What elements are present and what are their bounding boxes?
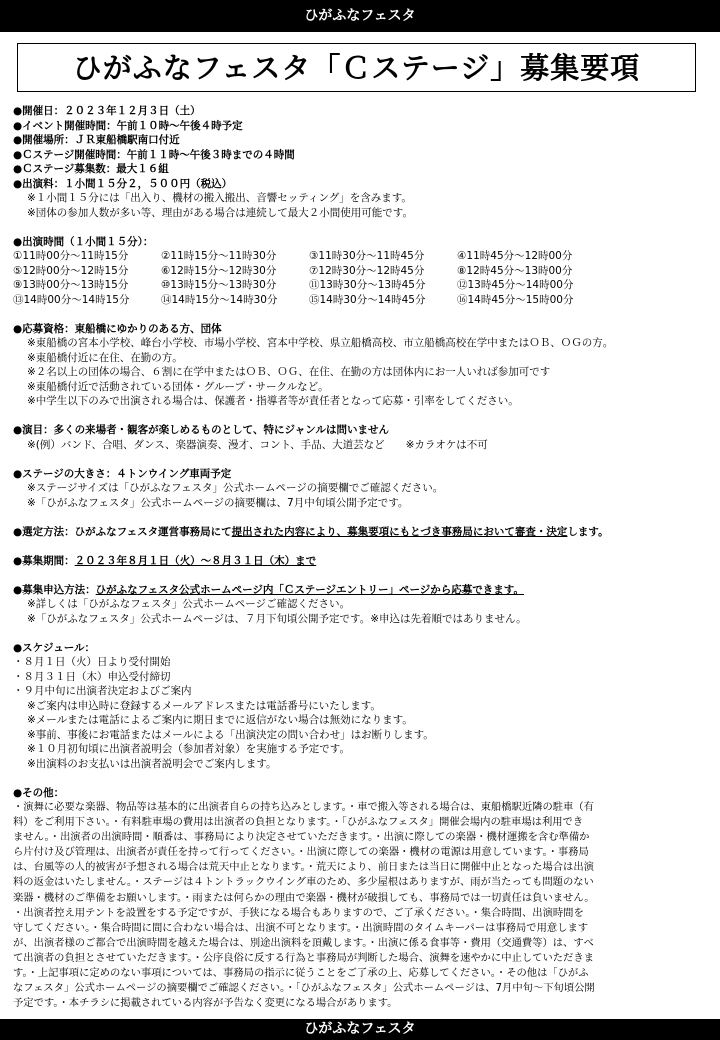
- overview-section: [13, 104, 713, 220]
- other-line: が、出演者様のご都合で出演時間を越えた場合は、別途出演料を頂戴します。・出演に係る食事等・費用（交通費等）は、すべ: [13, 936, 594, 949]
- time-slot: ④11時45分～12時00分: [457, 250, 573, 262]
- other-line: 料の返金はいたしません。・ステージは４トントラックウイング車のため、多少屋根はありますが、雨が当たっても問題のない: [13, 876, 594, 889]
- application-period: [13, 554, 713, 569]
- stage-capacity: ●Ｃステージ募集数：最大１６組: [13, 163, 169, 175]
- program-heading: ●演目：多くの来場者・観客が楽しめるものとして、特にジャンルは問いません: [13, 424, 389, 436]
- slots-heading: ●出演時間（１小間１５分）：: [13, 235, 154, 248]
- other-line: て出演者の負担とさせていただきます。・公序良俗に反する行為と事務局が判断した場合、演舞を速やかに中止していただきま: [13, 951, 594, 964]
- document-body: [13, 104, 713, 1011]
- time-slot: ⑦12時30分～12時45分: [309, 264, 425, 277]
- schedule-item: ・９月中旬に出演者決定およびご案内: [13, 685, 192, 697]
- time-slot: ⑪13時30分～13時45分: [309, 279, 426, 291]
- schedule-heading: ●スケジュール：: [13, 641, 96, 654]
- slot-row: [13, 249, 713, 264]
- stage-note: ※ステージサイズは「ひがふなフェスタ」公式ホームページの摘要欄でご確認ください。: [27, 482, 444, 494]
- time-slot: ⑬14時00分～14時15分: [13, 293, 130, 306]
- header-label: ひがふなフェスタ: [304, 8, 416, 24]
- apply-prefix: ●募集申込方法：: [13, 583, 96, 596]
- eligibility-section: [13, 322, 713, 409]
- other-line: ・出演者控え用テントを設置をする予定ですが、手狭になる場合もありますので、ご了承ください。・集合時間、出演時間を: [13, 906, 584, 919]
- fee-note: ※１小間１５分には「出入り、機材の搬入搬出、音響セッティング」を含みます。: [27, 192, 412, 204]
- time-slot: ①11時00分～11時15分: [13, 250, 129, 262]
- other-line: ら片付け及び管理は、出演者が責任を持って行ってください。・出演に際しての楽器・機材の電源は用意しています。・事務局: [13, 846, 589, 859]
- apply-method: [13, 583, 713, 598]
- time-slot: ⑨13時00分～13時15分: [13, 279, 129, 291]
- stage-hours: ●Ｃステージ開催時間：午前１１時～午後３時までの４時間: [13, 148, 295, 161]
- schedule-item: ・８月１日（火）日より受付開始: [13, 656, 171, 668]
- program-section: [13, 423, 713, 452]
- eligibility-note: ※東船橋の宮本小学校、峰台小学校、市場小学校、宮本中学校、県立船橋高校、市立船橋高校在学中またはＯＢ、ＯＧの方。: [27, 337, 614, 349]
- schedule-note: ※メールまたは電話によるご案内に期日までに返信がない場合は無効になります。: [27, 714, 413, 726]
- time-slot: ②11時15分～11時30分: [161, 250, 277, 262]
- header-bar: [0, 0, 720, 32]
- schedule-item: ・８月３１日（木）申込受付締切: [13, 670, 171, 683]
- schedule-note: ※事前、事後にお電話またはメールによる「出演決定の問い合わせ」はお断りします。: [27, 728, 434, 741]
- selection-suffix: します。: [567, 525, 609, 538]
- schedule-note: ※ご案内は申込時に登録するメールアドレスまたは電話番号にいたします。: [27, 699, 381, 712]
- eligibility-heading: ●応募資格：東船橋にゆかりのある方、団体: [13, 322, 222, 335]
- other-heading: ●その他：: [13, 786, 65, 799]
- stage-section: [13, 467, 713, 511]
- selection-prefix: ●選定方法：ひがふなフェスタ運営事務局にて: [13, 525, 232, 538]
- schedule-note: ※１０月初旬頃に出演者説明会（参加者対象）を実施する予定です。: [27, 743, 350, 755]
- page-title: ひがふなフェスタ「Ｃステージ」募集要項: [17, 43, 696, 92]
- time-slot: ⑮14時30分～14時45分: [309, 293, 426, 306]
- selection-underlined: 提出された内容により、募集要項にもとづき事務局において審査・決定: [231, 525, 568, 538]
- event-hours: ●イベント開催時間：午前１０時～午後４時予定: [13, 119, 243, 132]
- stage-note: ※「ひがふなフェスタ」公式ホームページの摘要欄は、7月中旬頃公開予定です。: [27, 496, 409, 509]
- other-section: [13, 786, 713, 1012]
- other-line: ません。・出演者の出演時間・順番は、事務局により決定させていただきます。・出演に際しての楽器・機材運搬を含む準備か: [13, 831, 590, 844]
- period-dates: ２０２３年８月１日（火）～８月３１日（木）まで: [74, 554, 317, 567]
- stage-heading: ●ステージの大きさ：４トンウイング車両予定: [13, 467, 232, 480]
- footer-bar: [0, 1019, 720, 1040]
- eligibility-note: ※東船橋付近で活動されている団体・グループ・サークルなど。: [27, 380, 329, 393]
- other-line: 守してください。・集合時間に間に合わない場合は、出演不可となります。・出演時間のタイムキーパーは事務局で用意します: [13, 921, 589, 934]
- other-line: 楽器・機材のご準備をお願いします。・雨または何らかの理由で楽器・機材が破損しても、事務局では一切責任は負いません。: [13, 891, 595, 904]
- apply-note: ※「ひがふなフェスタ」公式ホームページは、７月下旬頃公開予定です。※申込は先着順ではありません。: [27, 612, 527, 625]
- time-slot: ⑫13時45分～14時00分: [457, 279, 574, 291]
- apply-underlined: ひがふなフェスタ公式ホームページ内「Ｃステージエントリー」ページから応募できます。: [95, 583, 524, 596]
- eligibility-note: ※東船橋付近に在住、在勤の方。: [27, 351, 183, 364]
- eligibility-note: ※中学生以下のみで出演される場合は、保護者・指導者等が責任者となって応募・引率をしてください。: [27, 395, 519, 407]
- other-line: なフェスタ」公式ホームページの摘要欄でご確認ください。・「ひがふなフェスタ」公式ホームページは、7月中旬～下旬頃公開: [13, 982, 595, 995]
- event-location: ●開催場所：ＪＲ東船橋駅南口付近: [13, 134, 180, 146]
- other-line: は、台風等の人的被害が予想される場合は荒天中止となります。・荒天により、前日または当日に開催中止となった場合は出演: [13, 861, 594, 874]
- performance-fee: ●出演料：１小間１５分２，５００円（税込）: [13, 177, 233, 190]
- eligibility-note: ※２名以上の団体の場合、６割に在学中またはＯＢ、ＯＧ、在住、在勤の方は団体内にお一人いれば参加可です: [27, 366, 551, 378]
- time-slot: ⑥12時15分～12時30分: [161, 264, 277, 277]
- time-slot: ⑤12時00分～12時15分: [13, 264, 129, 277]
- slot-row: [13, 278, 713, 293]
- time-slot: ⑩13時15分～13時30分: [161, 279, 277, 291]
- apply-note: ※詳しくは「ひがふなフェスタ」公式ホームページご確認ください。: [27, 598, 351, 610]
- other-paragraph: [13, 800, 706, 1011]
- period-prefix: ●募集期間：: [13, 554, 75, 567]
- event-date: ●開催日：２０２３年１２月３日（土）: [13, 105, 201, 117]
- slot-row: [13, 293, 713, 308]
- time-slot: ⑭14時15分～14時30分: [161, 293, 278, 306]
- slot-row: [13, 264, 713, 279]
- other-line: ・演舞に必要な楽器、物品等は基本的に出演者自らの持ち込みとします。・車で搬入等される場合は、東船橋駅近隣の駐車（有: [13, 801, 594, 813]
- footer-label: ひがふなフェスタ: [304, 1021, 416, 1037]
- other-line: 予定です。・本チラシに掲載されている内容が予告なく変更になる場合があります。: [13, 997, 398, 1010]
- program-example: ※(例）バンド、合唱、ダンス、楽器演奏、漫才、コント、手品、大道芸など ※カラオケは不可: [27, 438, 488, 451]
- fee-note: ※団体の参加人数が多い等、理由がある場合は連続して最大２小間使用可能です。: [27, 206, 413, 219]
- time-slot: ⑯14時45分～15時00分: [457, 293, 574, 306]
- schedule-section: [13, 641, 713, 772]
- other-line: 料）をご利用下さい。・有料駐車場の費用は出演者の負担となります。・「ひがふなフェスタ」開催会場内の駐車場は利用でき: [13, 816, 584, 829]
- time-slot: ⑧12時45分～13時00分: [457, 264, 573, 277]
- schedule-note: ※出演料のお支払いは出演者説明会でご案内します。: [27, 757, 277, 770]
- other-line: す。・上記事項に定めのない事項については、事務局の指示に従うことをご了承の上、応募してください。・その他は「ひがふ: [13, 967, 589, 980]
- slots-section: [13, 235, 713, 308]
- selection-method: [13, 525, 713, 540]
- time-slot: ③11時30分～11時45分: [309, 250, 425, 262]
- apply-section: [13, 583, 713, 627]
